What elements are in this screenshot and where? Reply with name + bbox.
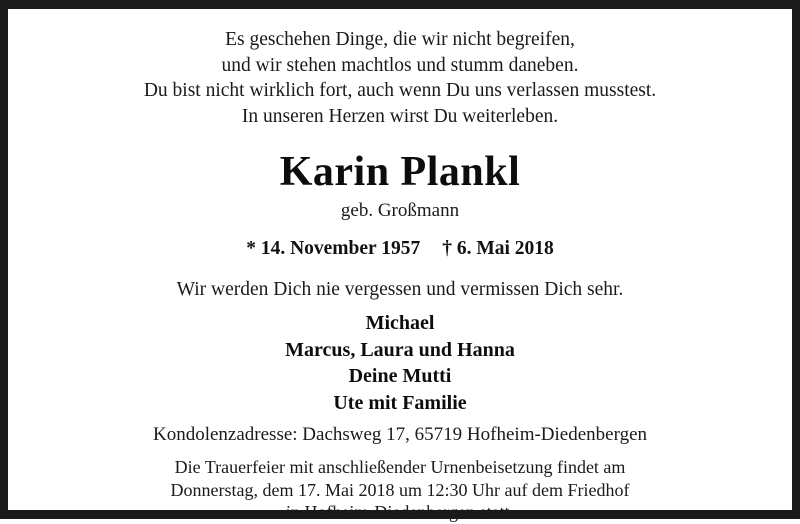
poem-line: Es geschehen Dinge, die wir nicht begreifen,: [225, 29, 575, 50]
birth-date: * 14. November 1957: [246, 238, 421, 259]
death-date: † 6. Mai 2018: [442, 238, 554, 259]
farewell-message: Wir werden Dich nie vergessen und vermissen Dich sehr.: [176, 279, 624, 300]
poem-line: In unseren Herzen wirst Du weiterleben.: [241, 105, 559, 127]
life-dates: [32, 238, 768, 260]
funeral-line: Donnerstag, dem 17. Mai 2018 um 12:30 Uhr auf dem Friedhof: [170, 479, 630, 500]
mourner-line: Deine Mutti: [348, 365, 452, 387]
mourner-line: Ute mit Familie: [333, 391, 467, 414]
mourners-block: [32, 310, 768, 416]
maiden-name: geb. Großmann: [340, 200, 460, 221]
mourner-line: Marcus, Laura und Hanna: [285, 338, 515, 361]
funeral-line: in Hofheim-Diedenbergen statt.: [285, 502, 515, 522]
condolence-address: Kondolenzadresse: Dachsweg 17, 65719 Hofheim-Diedenbergen: [152, 424, 648, 445]
funeral-line: Die Trauerfeier mit anschließender Urnenbeisetzung findet am: [174, 457, 626, 477]
poem-line: und wir stehen machtlos und stumm daneben.: [221, 54, 579, 76]
poem-line: Du bist nicht wirklich fort, auch wenn Du uns verlassen musstest.: [143, 80, 657, 101]
poem-block: [32, 27, 768, 129]
obituary-content: [8, 9, 792, 522]
mourner-line: Michael: [365, 312, 435, 334]
deceased-name: Karin Plankl: [279, 149, 521, 195]
funeral-details: [32, 456, 768, 524]
